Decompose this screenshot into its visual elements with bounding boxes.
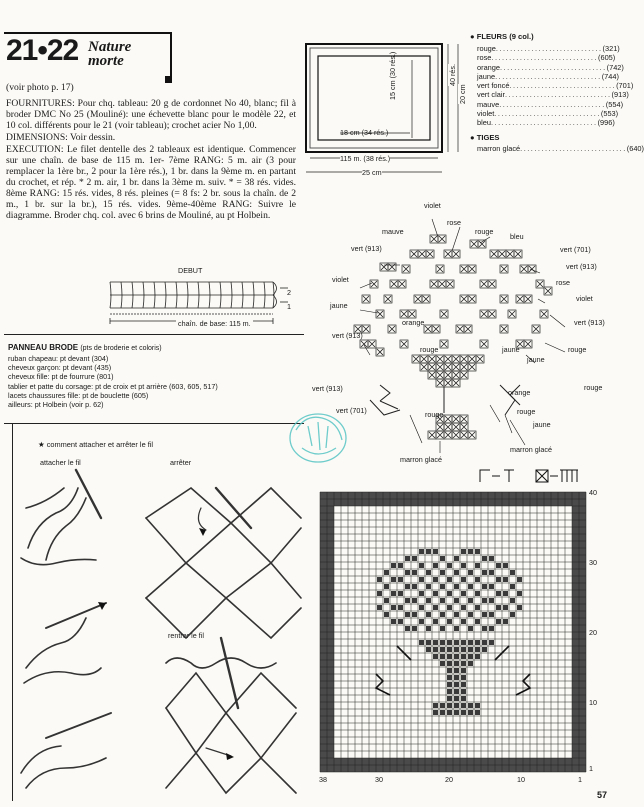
- grid-cell-filled: [433, 647, 438, 652]
- bullet-icon: ●: [470, 132, 477, 142]
- grid-cell-filled: [377, 591, 382, 596]
- photo-ref: (voir photo p. 17): [6, 82, 74, 93]
- grid-cell-filled: [482, 570, 487, 575]
- legend-item: rouge .............................. (321): [477, 44, 620, 53]
- tree-label: vert (701): [336, 406, 367, 415]
- grid-cell-filled: [475, 619, 480, 624]
- legend-item: orange .............................. (742): [477, 62, 624, 72]
- grid-cell-filled: [489, 612, 494, 617]
- grid-cell-filled: [447, 689, 452, 694]
- grid-chart: [318, 490, 588, 774]
- grid-cell-filled: [489, 584, 494, 589]
- grid-cell-filled: [398, 605, 403, 610]
- tiges-title: TIGES: [476, 132, 500, 142]
- grid-tick-bottom: 10: [517, 775, 525, 784]
- legend-item: jaune .............................. (744): [477, 71, 619, 81]
- tree-label: jaune: [527, 355, 545, 364]
- grid-cell-filled: [405, 556, 410, 561]
- tree-label: jaune: [330, 301, 348, 310]
- grid-cell-filled: [517, 605, 522, 610]
- tree-label: violet: [332, 275, 349, 284]
- grid-cell-filled: [447, 668, 452, 673]
- grid-cell-filled: [426, 584, 431, 589]
- tree-label: rose: [447, 218, 461, 227]
- divider-stitch: [4, 423, 304, 424]
- page-number: 57: [597, 790, 608, 800]
- grid-cell-filled: [433, 591, 438, 596]
- grid-cell-filled: [503, 563, 508, 568]
- grid-cell-filled: [405, 570, 410, 575]
- grid-cell-filled: [426, 612, 431, 617]
- grid-cell-filled: [412, 598, 417, 603]
- grid-tick-bottom: 20: [445, 775, 453, 784]
- grid-cell-filled: [398, 591, 403, 596]
- grid-cell-filled: [482, 556, 487, 561]
- grid-cell-filled: [468, 640, 473, 645]
- grid-cell-filled: [496, 605, 501, 610]
- grid-cell-filled: [447, 654, 452, 659]
- grid-cell-filled: [419, 577, 424, 582]
- fleurs-title: FLEURS (9 col.): [476, 32, 534, 41]
- grid-cell-filled: [412, 584, 417, 589]
- grid-cell-filled: [468, 570, 473, 575]
- tree-label: orange: [508, 388, 531, 397]
- grid-cell-filled: [398, 619, 403, 624]
- grid-cell-filled: [454, 703, 459, 708]
- grid-lines: [320, 492, 586, 772]
- fleurs-heading: [470, 32, 602, 41]
- grid-cell-filled: [447, 640, 452, 645]
- grid-cell-filled: [412, 626, 417, 631]
- grid-cell-filled: [391, 577, 396, 582]
- grid-cell-filled: [510, 584, 515, 589]
- grid-cell-filled: [384, 612, 389, 617]
- grid-cell-filled: [447, 703, 452, 708]
- tree-stems: [370, 385, 520, 415]
- grid-cell-filled: [454, 710, 459, 715]
- tiges-heading: [470, 133, 602, 142]
- panneau-line: ailleurs: pt Holbein (voir p. 62): [8, 400, 104, 410]
- grid-cell-filled: [433, 577, 438, 582]
- legend-item: rose .............................. (605): [477, 53, 616, 63]
- panneau-line: tablier et patte du corsage: pt de croix et pt arrière (603, 605, 517): [8, 381, 218, 391]
- grid-cell-filled: [468, 612, 473, 617]
- grid-cell-filled: [489, 598, 494, 603]
- grid-cell-filled: [489, 556, 494, 561]
- fleurs-list: [470, 44, 634, 128]
- grid-cell-filled: [454, 626, 459, 631]
- grid-cell-filled: [433, 654, 438, 659]
- grid-cell-filled: [475, 605, 480, 610]
- grid-cell-filled: [433, 563, 438, 568]
- panneau-line: ruban chapeau: pt devant (304): [8, 354, 109, 363]
- grid-cell-filled: [440, 640, 445, 645]
- grid-cell-filled: [461, 577, 466, 582]
- grid-cell-filled: [391, 591, 396, 596]
- grid-cell-filled: [447, 563, 452, 568]
- grid-cell-filled: [461, 591, 466, 596]
- grid-cell-filled: [510, 570, 515, 575]
- grid-cell-filled: [426, 626, 431, 631]
- grid-cell-filled: [384, 598, 389, 603]
- grid-cell-filled: [447, 710, 452, 715]
- grid-cell-filled: [461, 661, 466, 666]
- grid-cell-filled: [433, 549, 438, 554]
- grid-cell-filled: [454, 661, 459, 666]
- tree-label: rouge: [517, 407, 536, 416]
- grid-tick-right: 40: [589, 488, 597, 497]
- grid-cell-filled: [454, 612, 459, 617]
- grid-cell-filled: [461, 668, 466, 673]
- grid-cell-filled: [475, 549, 480, 554]
- tree-label: rouge: [475, 227, 494, 236]
- grid-tick-right: 1: [589, 764, 593, 773]
- grid-cell-filled: [475, 647, 480, 652]
- grid-cell-filled: [510, 598, 515, 603]
- grid-cell-filled: [461, 654, 466, 659]
- star-icon: ★: [38, 440, 47, 449]
- rentrer-label: rentrer le fil: [168, 631, 204, 640]
- grid-cell-filled: [468, 661, 473, 666]
- stitch-left-rule: [12, 423, 13, 801]
- grid-cell-filled: [496, 563, 501, 568]
- grid-cell-filled: [405, 584, 410, 589]
- tree-label: orange: [402, 318, 425, 327]
- grid-cell-filled: [496, 577, 501, 582]
- panneau-block: [8, 343, 308, 409]
- grid-cell-filled: [475, 654, 480, 659]
- tree-label: rose: [556, 278, 570, 287]
- grid-cell-filled: [419, 640, 424, 645]
- grid-cell-filled: [447, 619, 452, 624]
- grid-cell-filled: [440, 612, 445, 617]
- tree-label: rouge: [584, 383, 603, 392]
- grid-cell-filled: [398, 577, 403, 582]
- grid-cell-filled: [461, 647, 466, 652]
- tiges-list: [470, 143, 644, 153]
- panneau-title-note: (pts de broderie et coloris): [80, 345, 162, 352]
- grid-cell-filled: [440, 661, 445, 666]
- grid-cell-filled: [503, 591, 508, 596]
- grid-cell-filled: [454, 682, 459, 687]
- grid-cell-filled: [482, 647, 487, 652]
- grid-cell-filled: [461, 619, 466, 624]
- grid-cell-filled: [419, 605, 424, 610]
- grid-cell-filled: [419, 549, 424, 554]
- grid-cell-filled: [412, 612, 417, 617]
- grid-cell-filled: [419, 619, 424, 624]
- grid-cell-filled: [384, 584, 389, 589]
- tree-label: vert (913): [351, 244, 382, 253]
- grid-cell-filled: [482, 626, 487, 631]
- grid-tick-bottom: 38: [319, 775, 327, 784]
- panneau-line: cheveux fille: pt de fourrure (801): [8, 372, 114, 382]
- grid-cell-filled: [405, 598, 410, 603]
- grid-cell-filled: [377, 577, 382, 582]
- grid-cell-filled: [489, 640, 494, 645]
- grid-cell-filled: [384, 570, 389, 575]
- panneau-line: cheveux garçon: pt devant (435): [8, 363, 112, 373]
- tree-label: vert (701): [560, 245, 591, 254]
- grid-cell-filled: [433, 710, 438, 715]
- grid-cell-filled: [447, 696, 452, 701]
- grid-cell-filled: [482, 584, 487, 589]
- tree-label: mauve: [382, 227, 404, 236]
- legend-item: bleu .............................. (996): [477, 118, 615, 128]
- tree-label: marron glacé: [400, 455, 442, 464]
- stitch-title: comment attacher et arrêter le fil: [46, 440, 154, 449]
- grid-cell-filled: [468, 626, 473, 631]
- grid-cell-filled: [475, 577, 480, 582]
- panneau-heading: [8, 343, 308, 354]
- grid-cell-filled: [482, 612, 487, 617]
- grid-cell-filled: [440, 703, 445, 708]
- grid-cell-filled: [440, 626, 445, 631]
- legend-item: vert foncé .............................. (701): [477, 81, 634, 91]
- legend-item: marron glacé .............................. (640): [477, 143, 644, 153]
- grid-cell-filled: [440, 598, 445, 603]
- tree-label: vert (913): [566, 262, 597, 271]
- grid-cell-filled: [433, 605, 438, 610]
- tree-label: rouge: [425, 410, 444, 419]
- grid-cell-filled: [503, 577, 508, 582]
- attacher-label: attacher le fil: [40, 458, 81, 467]
- grid-cell-filled: [468, 549, 473, 554]
- grid-cell-filled: [405, 612, 410, 617]
- divider-panneau: [4, 334, 304, 335]
- grid-cell-filled: [426, 570, 431, 575]
- grid-cell-filled: [482, 640, 487, 645]
- grid-cell-filled: [482, 598, 487, 603]
- grid-cell-filled: [398, 563, 403, 568]
- title-line-2: morte: [88, 53, 124, 69]
- grid-cell-filled: [447, 682, 452, 687]
- grid-cell-filled: [426, 640, 431, 645]
- grid-cell-filled: [440, 710, 445, 715]
- grid-cell-filled: [440, 584, 445, 589]
- grid-cell-filled: [440, 647, 445, 652]
- grid-tick-right: 20: [589, 628, 597, 637]
- dim-20cm: 20 cm: [458, 84, 467, 104]
- title-line-1: Nature: [88, 39, 132, 55]
- tree-label: jaune: [502, 345, 520, 354]
- grid-cell-filled: [454, 584, 459, 589]
- grid-cell-filled: [461, 689, 466, 694]
- net-debut-label: DEBUT: [178, 266, 203, 275]
- grid-cell-filled: [461, 563, 466, 568]
- dim-15cm: 15 cm (30 rés.): [388, 51, 397, 100]
- grid-cell-filled: [468, 710, 473, 715]
- dim-25cm: 25 cm: [362, 168, 382, 177]
- grid-cell-filled: [468, 647, 473, 652]
- grid-cell-filled: [517, 577, 522, 582]
- grid-cell-filled: [461, 696, 466, 701]
- grid-cell-filled: [412, 556, 417, 561]
- grid-cell-filled: [468, 584, 473, 589]
- grid-cell-filled: [454, 654, 459, 659]
- tree-label: vert (913): [312, 384, 343, 393]
- grid-cell-filled: [461, 549, 466, 554]
- grid-cell-filled: [447, 675, 452, 680]
- grid-cell-filled: [475, 563, 480, 568]
- grid-cell-filled: [461, 703, 466, 708]
- grid-cell-filled: [489, 570, 494, 575]
- legend-item: mauve .............................. (554): [477, 99, 624, 109]
- legend-item: violet .............................. (553): [477, 109, 619, 119]
- tree-label: rouge: [420, 345, 439, 354]
- grid-cell-filled: [468, 598, 473, 603]
- dim-115m: 115 m. (38 rés.): [340, 154, 391, 163]
- grid-cell-filled: [426, 598, 431, 603]
- grid-cell-filled: [475, 703, 480, 708]
- fournitures-text: FOURNITURES: Pour chq. tableau: 20 g de cordonnet No 40, blanc; fil à broder DMC No 25 (Mouliné): une échevette blanc pour le modèle 22, et 10 col. différents pour le 21 (voir tableau); crochet acier No 1,00.: [6, 98, 296, 131]
- grid-cell-filled: [454, 570, 459, 575]
- grid-cell-filled: [440, 570, 445, 575]
- grid-cell-filled: [461, 675, 466, 680]
- grid-cell-filled: [454, 640, 459, 645]
- grid-tick-right: 30: [589, 558, 597, 567]
- grid-cell-filled: [468, 654, 473, 659]
- grid-cell-filled: [454, 675, 459, 680]
- grid-cell-filled: [391, 605, 396, 610]
- bullet-icon: ●: [470, 32, 477, 41]
- grid-cell-filled: [454, 668, 459, 673]
- dimensions-text: DIMENSIONS: Voir dessin.: [6, 132, 116, 143]
- grid-cell-filled: [447, 591, 452, 596]
- panneau-title: PANNEAU BRODE: [8, 343, 79, 352]
- grid-cell-filled: [475, 710, 480, 715]
- tree-label: violet: [424, 201, 441, 210]
- grid-cell-filled: [496, 591, 501, 596]
- grid-cell-filled: [391, 563, 396, 568]
- grid-cell-filled: [461, 682, 466, 687]
- legend-item: vert clair .............................. (913): [477, 90, 629, 100]
- grid-cell-filled: [433, 640, 438, 645]
- net-row-1: 1: [287, 302, 291, 311]
- grid-cell-filled: [510, 612, 515, 617]
- net-base-label: chaîn. de base: 115 m.: [178, 319, 251, 328]
- tree-label: vert (913): [574, 318, 605, 327]
- tree-crown: [354, 235, 552, 356]
- grid-cell-filled: [447, 605, 452, 610]
- tree-label: vert (913): [332, 331, 363, 340]
- grid-cell-filled: [454, 689, 459, 694]
- grid-cell-filled: [447, 661, 452, 666]
- execution-text: EXECUTION: Le filet dentelle des 2 tableaux est identique. Commencer sur une chaîn. de base de 115 m. 1er- 7ème RANG: 5 m. air (3 pour remplacer la 1ère br., 2 pour la 1ère rés.), 1 br. dans la 9ème m. en partant du crochet, et rép. * 2 m. air, 1 br. dans la 3ème m. suiv. * = 38 rés. vides. 8ème RANG: 15 rés. vides, 8 rés. pleines (= 8 fs: 2 br. sous la chaîn. de 2 m., 1 br. sur la br.), 15 rés. vides. 9ème-40ème RANG: Suivre le diagramme. Broder chq. col. avec 6 brins de Mouliné, au pt Holbein.: [6, 144, 296, 221]
- grid-cell-filled: [475, 591, 480, 596]
- grid-cell-filled: [440, 556, 445, 561]
- tree-label: marron glacé: [510, 445, 552, 454]
- net-row-2: 2: [287, 288, 291, 297]
- grid-cell-filled: [433, 619, 438, 624]
- panneau-line: lacets chaussures fille: pt de bouclette (605): [8, 390, 149, 400]
- instructions-block: [6, 82, 296, 222]
- grid-cell-filled: [503, 619, 508, 624]
- grid-cell-filled: [426, 549, 431, 554]
- grid-cell-filled: [454, 556, 459, 561]
- stamp-mark: [282, 404, 360, 474]
- grid-cell-filled: [440, 654, 445, 659]
- grid-cell-filled: [419, 591, 424, 596]
- color-legend: [470, 32, 644, 153]
- grid-tick-bottom: 30: [375, 775, 383, 784]
- grid-cell-filled: [461, 640, 466, 645]
- grid-tick-bottom: 1: [578, 775, 582, 784]
- tree-label: jaune: [533, 420, 551, 429]
- grid-cell-filled: [426, 647, 431, 652]
- tree-label: rouge: [568, 345, 587, 354]
- stitch-symbol-key: [478, 466, 588, 484]
- stitch-heading: [38, 440, 153, 449]
- grid-cell-filled: [517, 591, 522, 596]
- pattern-number: 21•22: [6, 34, 79, 67]
- grid-cell-filled: [454, 647, 459, 652]
- grid-cell-filled: [454, 598, 459, 603]
- grid-cell-filled: [419, 563, 424, 568]
- tree-label: violet: [576, 294, 593, 303]
- grid-cell-filled: [468, 703, 473, 708]
- dim-18cm: 18 cm (34 rés.): [340, 128, 389, 137]
- arreter-label: arrêter: [170, 458, 192, 467]
- stitch-illustrations: [16, 468, 306, 802]
- pattern-title: [88, 40, 168, 68]
- grid-cell-filled: [475, 640, 480, 645]
- grid-cell-filled: [377, 605, 382, 610]
- grid-cell-filled: [447, 577, 452, 582]
- grid-tick-right: 10: [589, 698, 597, 707]
- grid-cell-filled: [391, 619, 396, 624]
- tree-pot: [412, 355, 484, 439]
- grid-cell-filled: [503, 605, 508, 610]
- grid-cell-filled: [489, 626, 494, 631]
- grid-cell-filled: [496, 619, 501, 624]
- grid-cell-filled: [405, 626, 410, 631]
- grid-cell-filled: [461, 605, 466, 610]
- grid-cell-filled: [461, 710, 466, 715]
- grid-cell-filled: [447, 647, 452, 652]
- grid-cell-filled: [433, 703, 438, 708]
- grid-cell-filled: [412, 570, 417, 575]
- grid-cell-filled: [454, 696, 459, 701]
- tree-label: bleu: [510, 232, 524, 241]
- dim-40res: 40 rés.: [448, 64, 457, 86]
